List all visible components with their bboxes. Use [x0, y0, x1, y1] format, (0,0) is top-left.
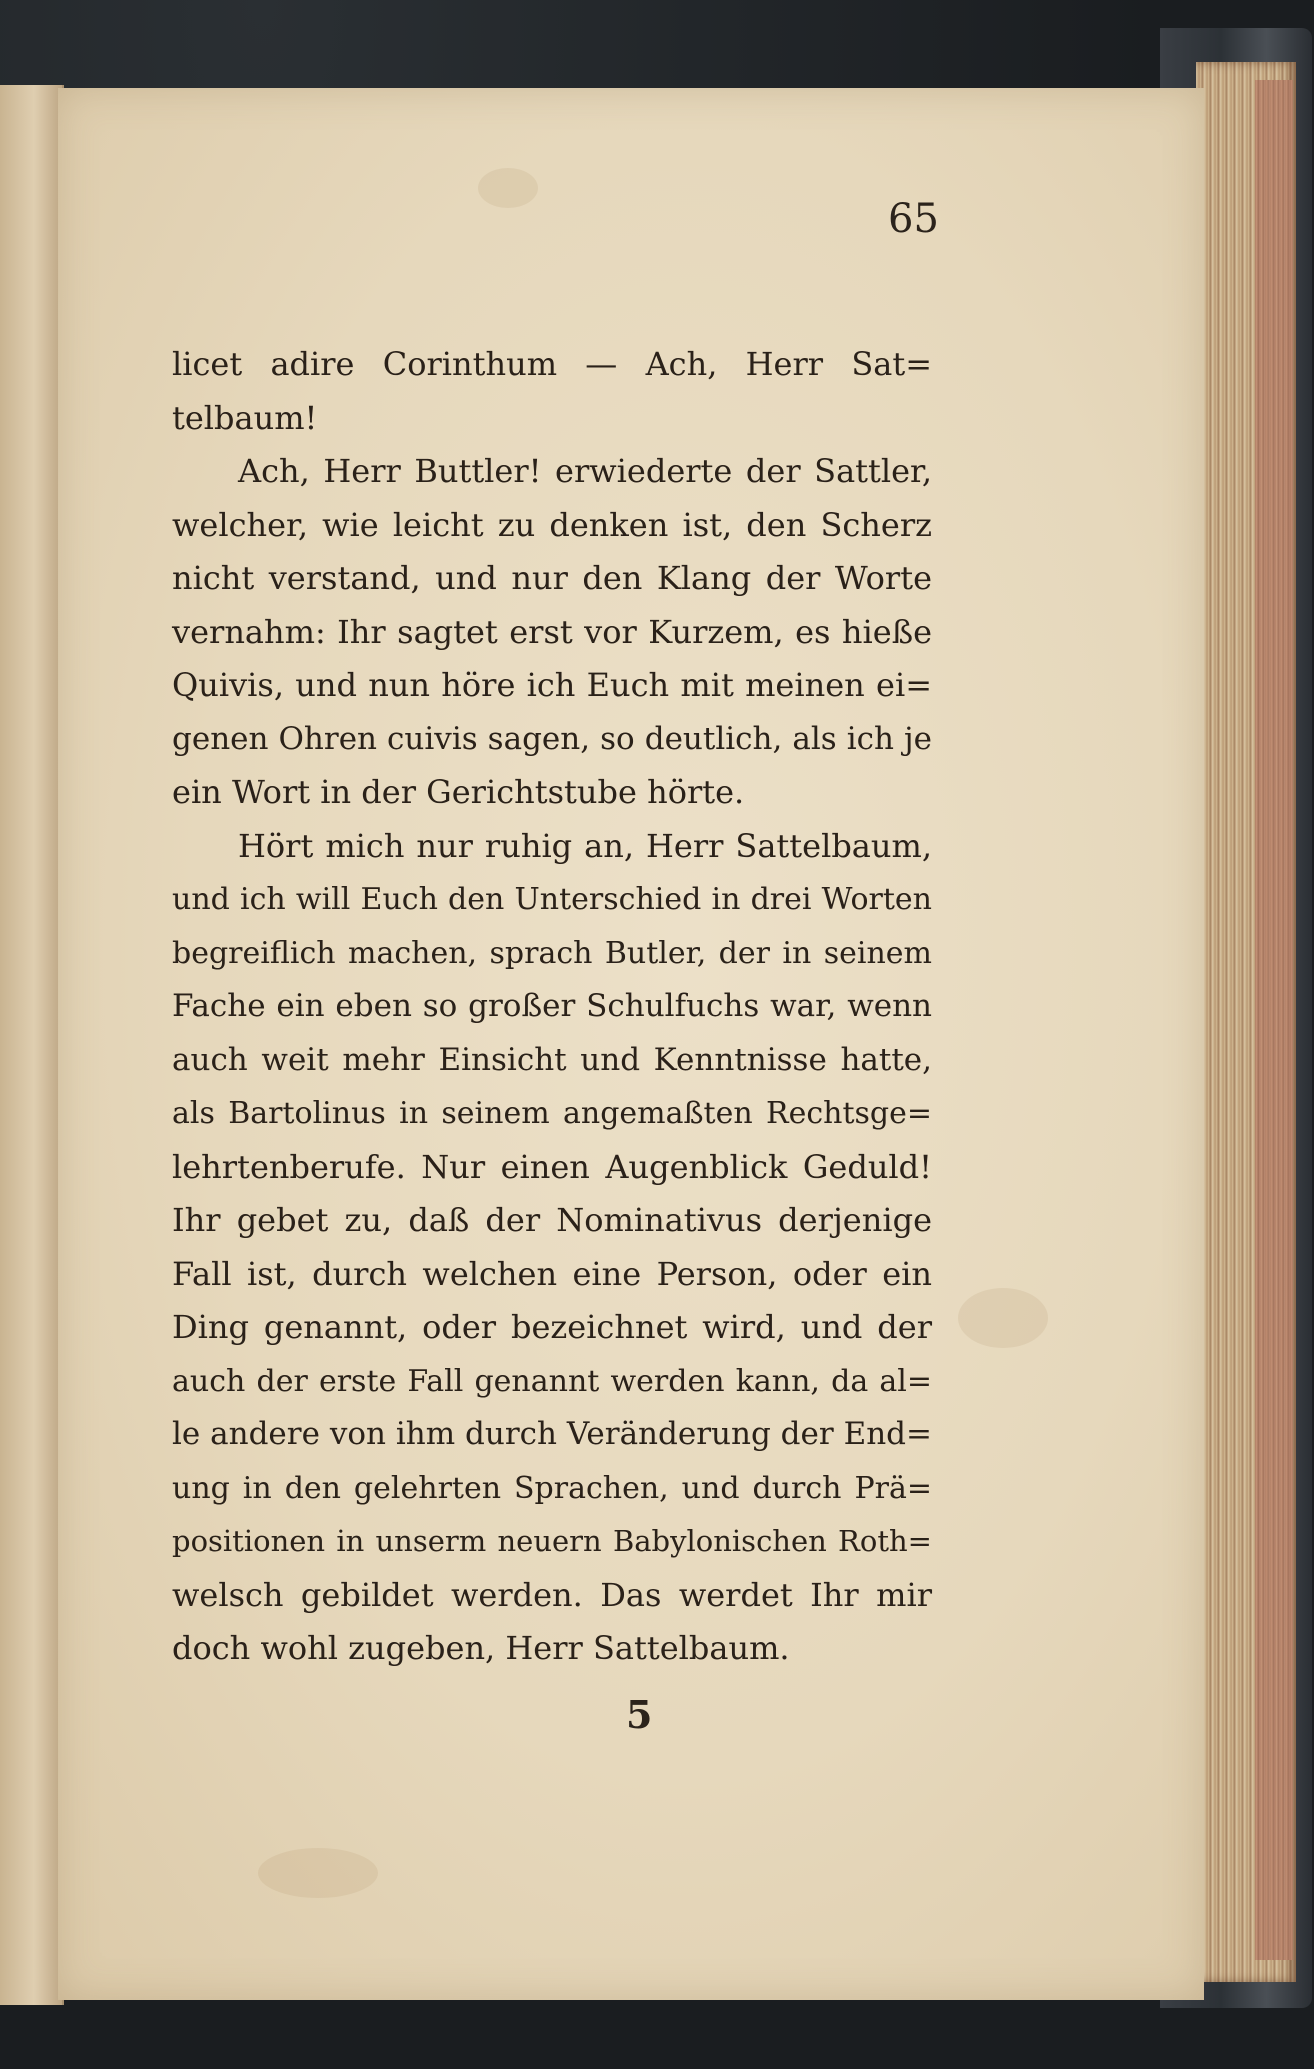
text-line: und ich will Euch den Unterschied in drei Worten	[172, 882, 932, 917]
text-line: auch weit mehr Einsicht und Kenntnisse hatte,	[172, 1041, 932, 1078]
text-line: le andere von ihm durch Veränderung der End=	[172, 1416, 932, 1452]
text-line: Ach, Herr Buttler! erwiederte der Sattler,	[238, 452, 932, 490]
text-line: Ihr gebet zu, daß der Nominativus derjenige	[172, 1201, 932, 1239]
text-line: Hört mich nur ruhig an, Herr Sattelbaum,	[238, 826, 932, 865]
text-line: telbaum!	[172, 398, 318, 437]
page-number: 65	[888, 196, 939, 242]
book-spine	[0, 85, 64, 2005]
text-line: ung in den gelehrten Sprachen, und durch Prä=	[172, 1470, 932, 1506]
text-line: Fache ein eben so großer Schulfuchs war, wenn	[172, 988, 932, 1024]
page-text-body	[172, 338, 932, 1676]
book-page-edges-tint	[1255, 80, 1293, 1960]
text-line: auch der erste Fall genannt werden kann, da al=	[172, 1363, 932, 1399]
text-line: vernahm: Ihr sagtet erst vor Kurzem, es hieße	[172, 612, 932, 651]
text-line: Fall ist, durch welchen eine Person, oder ein	[172, 1254, 932, 1293]
text-line: genen Ohren cuivis sagen, so deutlich, als ich je	[172, 720, 932, 757]
text-line: Ding genannt, oder bezeichnet wird, und der	[172, 1308, 932, 1346]
paper-stain	[258, 1848, 378, 1898]
text-line: begreiflich machen, sprach Butler, der in seinem	[172, 935, 932, 971]
text-line: lehrtenberufe. Nur einen Augenblick Geduld!	[172, 1147, 932, 1186]
paper-stain	[958, 1288, 1048, 1348]
text-line: nicht verstand, und nur den Klang der Worte	[172, 559, 932, 597]
text-line: positionen in unserm neuern Babylonischen Roth=	[172, 1524, 932, 1558]
text-line: welsch gebildet werden. Das werdet Ihr mir	[172, 1575, 932, 1614]
text-line: ein Wort in der Gerichtstube hörte.	[172, 773, 745, 811]
text-line: doch wohl zugeben, Herr Sattelbaum.	[172, 1629, 790, 1667]
paper-stain	[478, 168, 538, 208]
printer-signature-mark: 5	[626, 1692, 653, 1737]
text-line: welcher, wie leicht zu denken ist, den Scherz	[172, 505, 932, 544]
text-line: Quivis, und nun höre ich Euch mit meinen ei=	[172, 666, 932, 704]
text-line: als Bartolinus in seinem angemaßten Rechtsge=	[172, 1096, 932, 1131]
text-line: licet adire Corinthum — Ach, Herr Sat=	[172, 345, 932, 383]
